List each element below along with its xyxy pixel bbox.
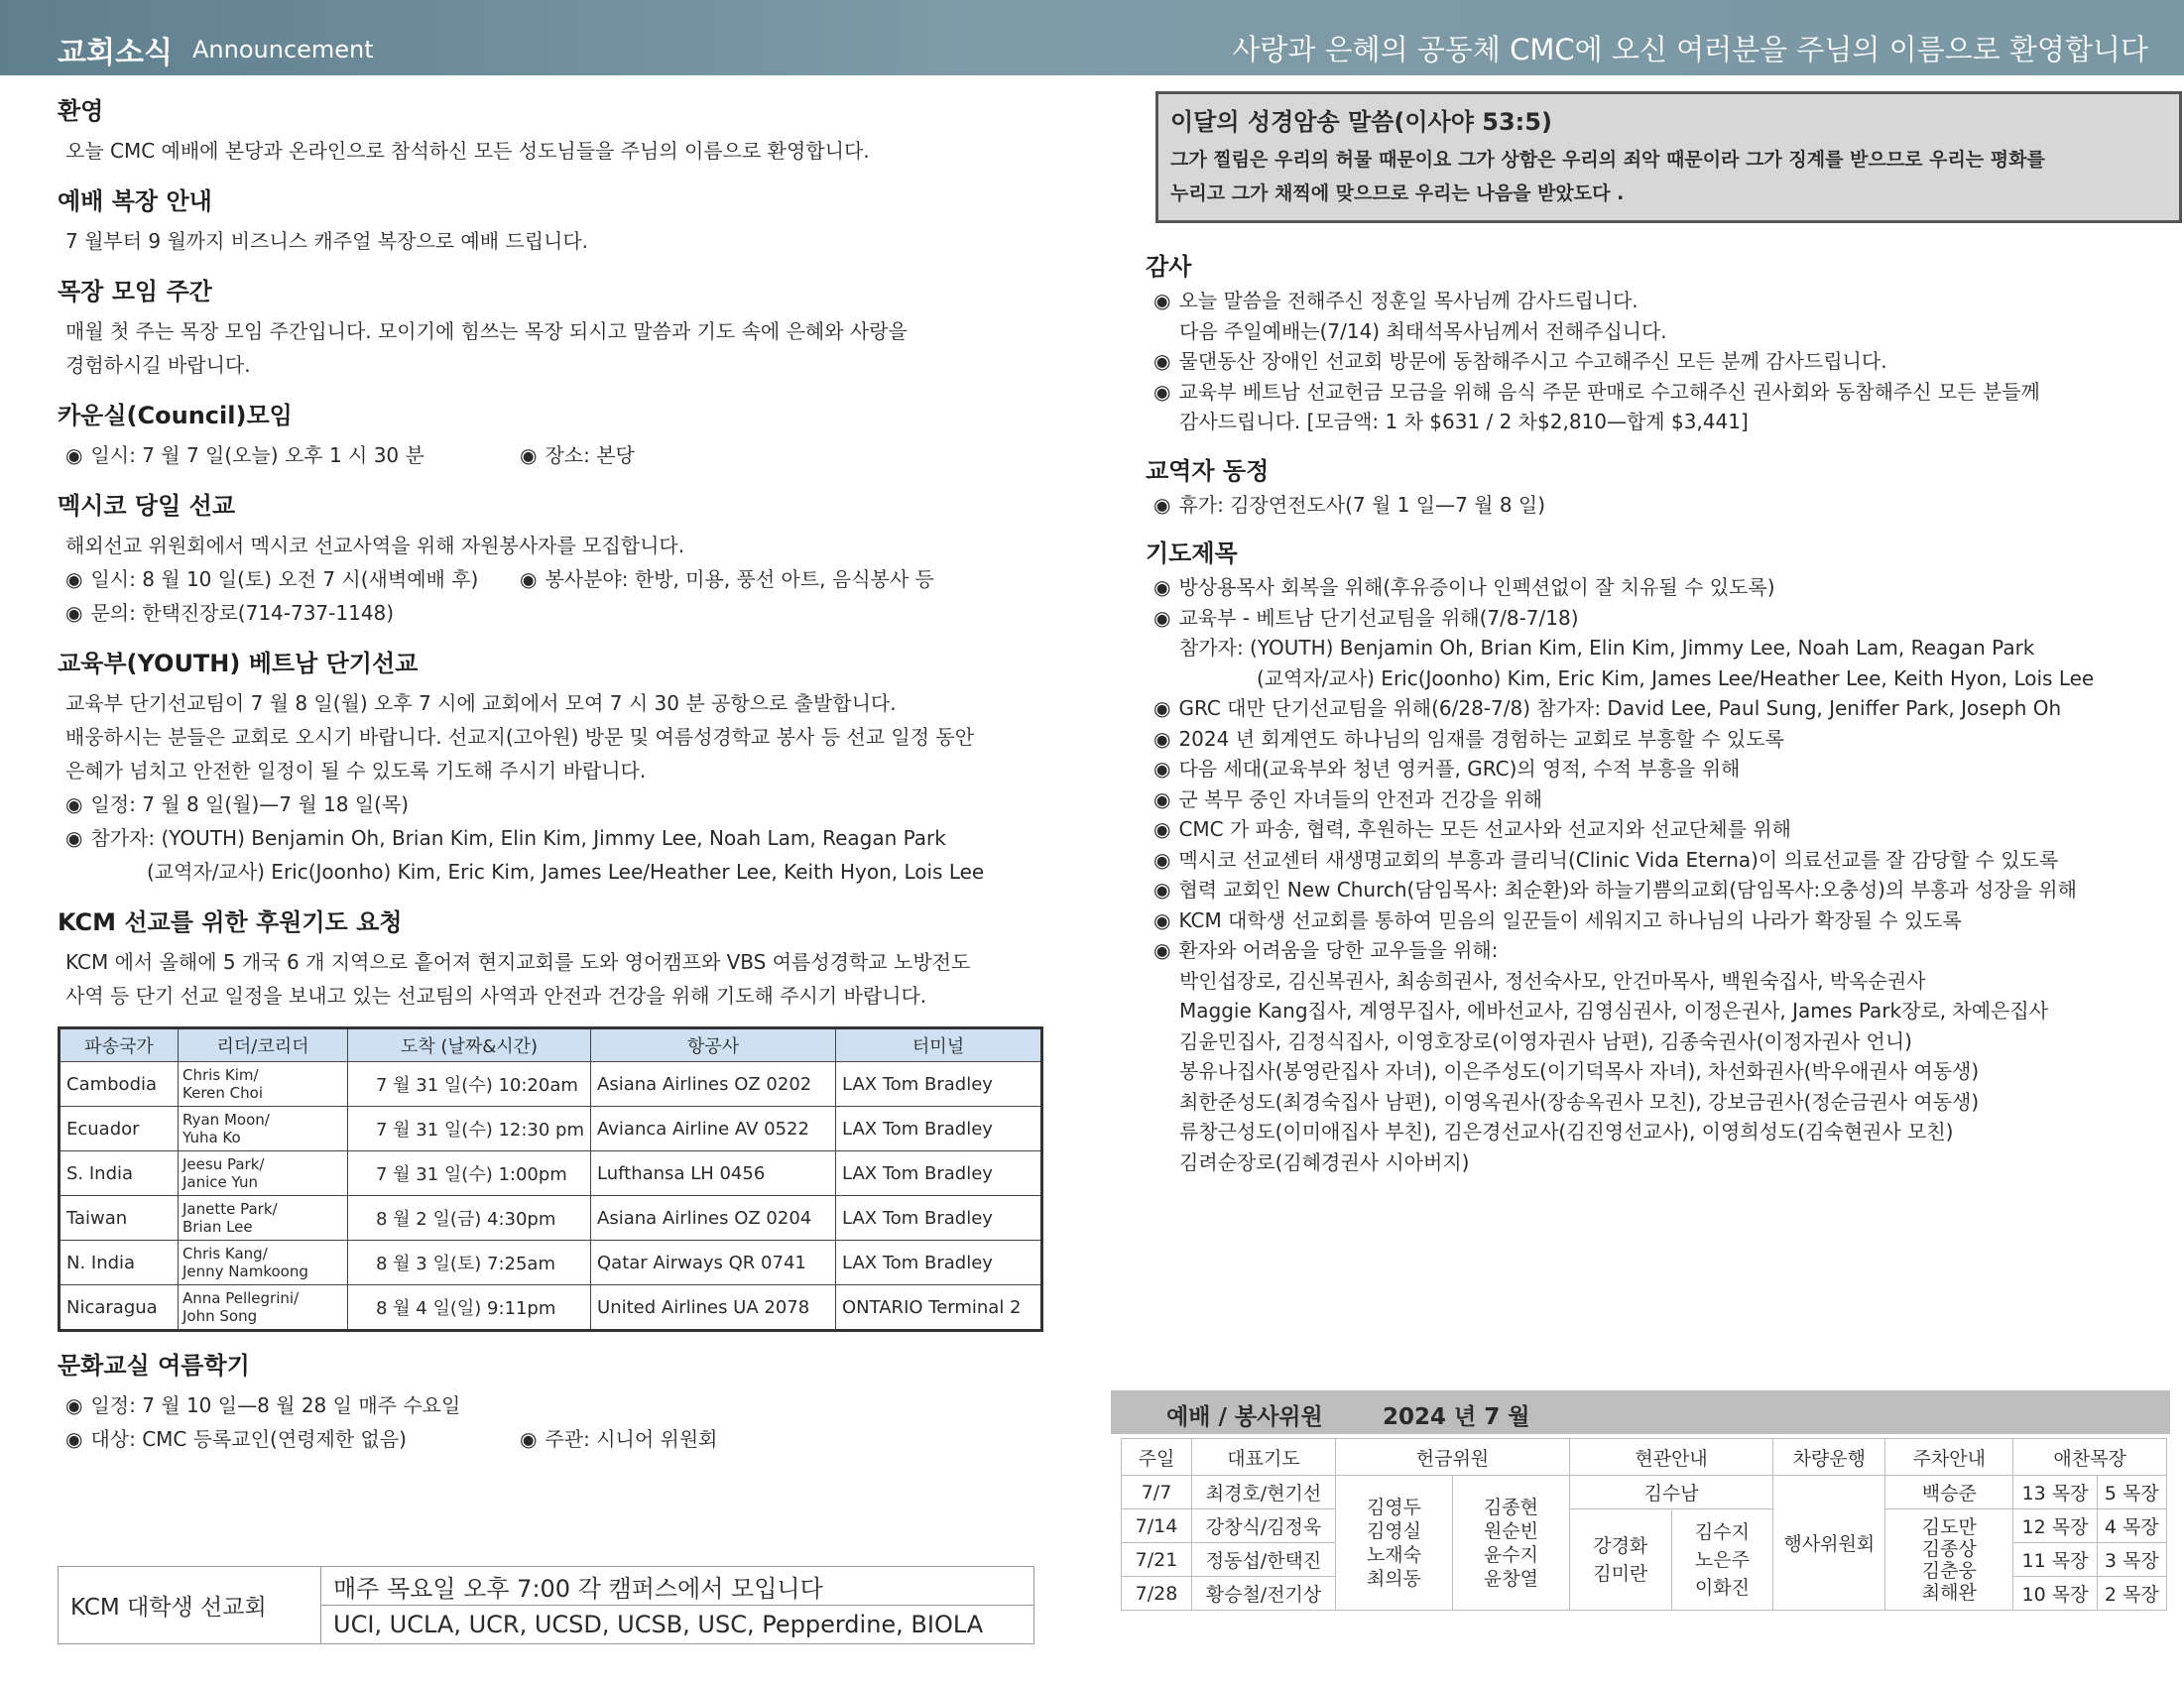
cell-country: S. India	[60, 1151, 179, 1196]
council-heading: 카운실(Council)모임	[58, 402, 293, 429]
table-header: 항공사	[591, 1028, 836, 1062]
table-header: 주차안내	[1885, 1439, 2013, 1476]
table-row	[1122, 1509, 2167, 1543]
mokjang-text: 매월 첫 주는 목장 모임 주간입니다. 모이기에 힘쓰는 목장 되시고 말씀과 기도 속에 은혜와 사랑을	[65, 319, 908, 343]
cell-usher-b: 김수지 노은주 이화진	[1671, 1509, 1773, 1611]
table-row	[60, 1241, 1042, 1285]
cell-arrival: 8 월 3 일(토) 7:25am	[348, 1241, 591, 1285]
cell-arrival: 7 월 31 일(수) 1:00pm	[348, 1151, 591, 1196]
culture-target: ◉ 대상: CMC 등록교인(연령제한 없음)	[65, 1422, 512, 1456]
youth-schedule: ◉ 일정: 7 월 8 일(월)—7 월 18 일(목)	[65, 787, 1059, 821]
cell-fellowship: 11 목장	[2013, 1543, 2097, 1577]
prayer-item: 참가자: (YOUTH) Benjamin Oh, Brian Kim, Elin Kim, Jimmy Lee, Noah Lam, Reagan Park	[1179, 636, 2035, 660]
cell-parking-top: 백승준	[1885, 1476, 2013, 1509]
table-row	[60, 1196, 1042, 1241]
prayer-item: ◉ 교육부 - 베트남 단기선교팀을 위해(7/8-7/18)	[1153, 603, 2167, 634]
table-header: 파송국가	[60, 1028, 179, 1062]
mexico-section	[58, 486, 1059, 630]
kcm-box-campuses: UCI, UCLA, UCR, UCSD, UCSB, USC, Pepperdine, BIOLA	[321, 1606, 1034, 1644]
table-header: 헌금위원	[1336, 1439, 1570, 1476]
cell-fellowship: 4 목장	[2097, 1509, 2166, 1543]
cell-airline: Asiana Airlines OZ 0204	[591, 1196, 836, 1241]
thanks-item: 다음 주일예배는(7/14) 최태석목사님께서 전해주십니다.	[1179, 318, 1667, 343]
memory-verse-box	[1155, 91, 2182, 223]
prayer-item: ◉ 군 복무 중인 자녀들의 안전과 건강을 위해	[1153, 784, 2167, 815]
prayer-names: 김려순장로(김혜경권사 시아버지)	[1179, 1149, 1470, 1174]
youth-section	[58, 644, 1059, 889]
cell-country: N. India	[60, 1241, 179, 1285]
youth-participants-staff: (교역자/교사) Eric(Joonho) Kim, Eric Kim, James Lee/Heather Lee, Keith Hyon, Lois Lee	[147, 860, 985, 884]
kcm-flight-table	[58, 1026, 1043, 1332]
table-row	[60, 1107, 1042, 1151]
prayer-item: ◉ 방상용목사 회복을 위해(후유증이나 인펙션없이 잘 치유될 수 있도록)	[1153, 572, 2167, 603]
cell-fellowship: 5 목장	[2097, 1476, 2166, 1509]
prayer-names: 류창근성도(이미애집사 부친), 김은경선교사(김진영선교사), 이영희성도(김숙현권사 모친)	[1179, 1120, 1954, 1143]
cell-fellowship: 13 목장	[2013, 1476, 2097, 1509]
service-header-bar	[1111, 1390, 2170, 1434]
cell-usher-a: 강경화 김미란	[1569, 1509, 1671, 1611]
cell-country: Ecuador	[60, 1107, 179, 1151]
welcome-heading: 환영	[58, 97, 104, 125]
cell-airline: United Airlines UA 2078	[591, 1285, 836, 1331]
cell-airline: Avianca Airline AV 0522	[591, 1107, 836, 1151]
prayer-item: ◉ KCM 대학생 선교회를 통하여 믿음의 일꾼들이 세워지고 하나님의 나라가 확장될 수 있도록	[1153, 905, 2167, 936]
cell-prayer: 최경호/현기선	[1192, 1476, 1336, 1509]
prayer-names: 최한준성도(최경숙집사 남편), 이영옥권사(장송옥권사 모친), 강보금권사(정순금권사 여동생)	[1179, 1089, 1980, 1114]
kcm-section	[58, 903, 1059, 1332]
thanks-item: ◉ 오늘 말씀을 전해주신 정훈일 목사님께 감사드립니다.	[1153, 286, 2167, 316]
staff-section	[1146, 451, 2167, 521]
dress-section	[58, 181, 1059, 258]
cell-terminal: LAX Tom Bradley	[836, 1196, 1042, 1241]
cell-parking: 김도만 김종상 김춘웅 최해완	[1885, 1509, 2013, 1611]
cell-airline: Qatar Airways QR 0741	[591, 1241, 836, 1285]
prayer-item: ◉ GRC 대만 단기선교팀을 위해(6/28-7/8) 참가자: David Lee, Paul Sung, Jeniffer Park, Joseph Oh	[1153, 693, 2167, 724]
prayer-item: ◉ 협력 교회인 New Church(담임목사: 최순환)와 하늘기쁨의교회(담임목사:오충성)의 부흥과 성장을 위해	[1153, 875, 2167, 905]
staff-item: ◉ 휴가: 김장연전도사(7 월 1 일—7 월 8 일)	[1153, 490, 2167, 521]
cell-country: Nicaragua	[60, 1285, 179, 1331]
cell-leader: Chris Kang/ Jenny Namkoong	[179, 1241, 348, 1285]
cell-date: 7/7	[1122, 1476, 1192, 1509]
left-column	[58, 91, 1059, 1470]
header-subtitle: Announcement	[192, 36, 374, 63]
cell-fellowship: 12 목장	[2013, 1509, 2097, 1543]
prayer-names: 김윤민집사, 김정식집사, 이영호장로(이영자권사 남편), 김종숙권사(이정자권사 언니)	[1179, 1028, 1912, 1053]
table-header: 도착 (날짜&시간)	[348, 1028, 591, 1062]
kcm-heading: KCM 선교를 위한 후원기도 요청	[58, 908, 403, 936]
cell-date: 7/28	[1122, 1577, 1192, 1611]
verse-text: 누리고 그가 채찍에 맞으므로 우리는 나음을 받았도다 .	[1170, 182, 1625, 204]
prayer-names: 박인섭장로, 김신복권사, 최송희권사, 정선숙사모, 안건마목사, 백원숙집사, 박옥순권사	[1179, 968, 1926, 993]
culture-schedule: ◉ 일정: 7 월 10 일—8 월 28 일 매주 수요일	[65, 1388, 1059, 1422]
cell-driving: 행사위원회	[1773, 1476, 1885, 1611]
youth-text: 교육부 단기선교팀이 7 월 8 일(월) 오후 7 시에 교회에서 모여 7 시 30 분 공항으로 출발합니다.	[65, 691, 897, 715]
prayer-item: ◉ 환자와 어려움을 당한 교우들을 위해:	[1153, 935, 2167, 966]
table-header: 대표기도	[1192, 1439, 1336, 1476]
verse-text: 그가 찔림은 우리의 허물 때문이요 그가 상함은 우리의 죄악 때문이라 그가 징계를 받으므로 우리는 평화를	[1170, 149, 2045, 171]
dress-heading: 예배 복장 안내	[58, 187, 212, 215]
cell-fellowship: 3 목장	[2097, 1543, 2166, 1577]
table-header: 주일	[1122, 1439, 1192, 1476]
cell-terminal: LAX Tom Bradley	[836, 1151, 1042, 1196]
culture-heading: 문화교실 여름학기	[58, 1352, 250, 1380]
mexico-heading: 멕시코 당일 선교	[58, 492, 235, 520]
culture-host: ◉ 주관: 시니어 위원회	[520, 1422, 717, 1456]
cell-leader: Janette Park/ Brian Lee	[179, 1196, 348, 1241]
page-header	[0, 0, 2184, 75]
prayer-item: ◉ 멕시코 선교센터 새생명교회의 부흥과 클리닉(Clinic Vida Eterna)이 의료선교를 잘 감당할 수 있도록	[1153, 845, 2167, 876]
mokjang-section	[58, 272, 1059, 382]
verse-title: 이달의 성경암송 말씀(이사야 53:5)	[1170, 108, 1552, 136]
table-row	[60, 1151, 1042, 1196]
kcm-text: KCM 에서 올해에 5 개국 6 개 지역으로 흩어져 현지교회를 도와 영어캠프와 VBS 여름성경학교 노방전도	[65, 950, 971, 974]
mokjang-text: 경험하시길 바랍니다.	[65, 353, 251, 377]
mexico-when: ◉ 일시: 8 월 10 일(토) 오전 7 시(새벽예배 후)	[65, 562, 512, 596]
cell-fellowship: 10 목장	[2013, 1577, 2097, 1611]
service-month: 2024 년 7 월	[1383, 1404, 1530, 1430]
prayer-section	[1146, 534, 2167, 1177]
cell-airline: Asiana Airlines OZ 0202	[591, 1062, 836, 1107]
cell-airline: Lufthansa LH 0456	[591, 1151, 836, 1196]
youth-text: 은혜가 넘치고 안전한 일정이 될 수 있도록 기도해 주시기 바랍니다.	[65, 759, 647, 782]
thanks-item: 감사드립니다. [모금액: 1 차 $631 / 2 차$2,810—합계 $3,441]	[1179, 410, 1749, 433]
cell-offering-a: 김영두 김영실 노재숙 최의동	[1336, 1476, 1453, 1611]
council-where: ◉ 장소: 본당	[520, 438, 635, 472]
mexico-field: ◉ 봉사분야: 한방, 미용, 풍선 아트, 음식봉사 등	[520, 562, 934, 596]
mexico-text: 해외선교 위원회에서 멕시코 선교사역을 위해 자원봉사자를 모집합니다.	[65, 534, 685, 557]
cell-prayer: 정동섭/한택진	[1192, 1543, 1336, 1577]
cell-arrival: 7 월 31 일(수) 10:20am	[348, 1062, 591, 1107]
right-column	[1146, 91, 2167, 1191]
council-when: ◉ 일시: 7 월 7 일(오늘) 오후 1 시 30 분	[65, 438, 512, 472]
prayer-names: 봉유나집사(봉영란집사 자녀), 이은주성도(이기덕목사 자녀), 차선화권사(박우애권사 여동생)	[1179, 1059, 1980, 1083]
cell-arrival: 8 월 2 일(금) 4:30pm	[348, 1196, 591, 1241]
table-row	[60, 1062, 1042, 1107]
cell-arrival: 7 월 31 일(수) 12:30 pm	[348, 1107, 591, 1151]
thanks-item: ◉ 물댄동산 장애인 선교회 방문에 동참해주시고 수고해주신 모든 분께 감사드립니다.	[1153, 346, 2167, 377]
table-row	[1122, 1476, 2167, 1509]
table-header: 터미널	[836, 1028, 1042, 1062]
thanks-item: ◉ 교육부 베트남 선교헌금 모금을 위해 음식 주문 판매로 수고해주신 권사회와 동참해주신 모든 분들께	[1153, 377, 2167, 408]
cell-offering-b: 김종현 원순빈 윤수지 윤창열	[1452, 1476, 1569, 1611]
youth-heading: 교육부(YOUTH) 베트남 단기선교	[58, 650, 419, 677]
prayer-names: Maggie Kang집사, 계영무집사, 에바선교사, 김영심권사, 이정은권사, James Park장로, 차예은집사	[1179, 999, 2049, 1023]
cell-country: Cambodia	[60, 1062, 179, 1107]
mexico-contact: ◉ 문의: 한택진장로(714-737-1148)	[65, 596, 1059, 630]
kcm-box-name: KCM 대학생 선교회	[59, 1567, 321, 1644]
welcome-section	[58, 91, 1059, 168]
youth-participants: ◉ 참가자: (YOUTH) Benjamin Oh, Brian Kim, Elin Kim, Jimmy Lee, Noah Lam, Reagan Park	[65, 821, 1059, 855]
cell-date: 7/14	[1122, 1509, 1192, 1543]
service-title: 예배 / 봉사위원	[1166, 1404, 1323, 1430]
cell-prayer: 황승철/전기상	[1192, 1577, 1336, 1611]
table-header: 차량운행	[1773, 1439, 1885, 1476]
welcome-text: 오늘 CMC 예배에 본당과 온라인으로 참석하신 모든 성도님들을 주님의 이름으로 환영합니다.	[65, 139, 870, 163]
header-title: 교회소식	[58, 36, 173, 70]
cell-usher-top: 김수남	[1569, 1476, 1772, 1509]
cell-terminal: ONTARIO Terminal 2	[836, 1285, 1042, 1331]
table-row	[60, 1285, 1042, 1331]
header-tagline: 사랑과 은혜의 공동체 CMC에 오신 여러분을 주님의 이름으로 환영합니다	[1232, 33, 2148, 66]
prayer-item: (교역자/교사) Eric(Joonho) Kim, Eric Kim, James Lee/Heather Lee, Keith Hyon, Lois Lee	[1257, 665, 2095, 690]
cell-terminal: LAX Tom Bradley	[836, 1107, 1042, 1151]
staff-heading: 교역자 동정	[1146, 456, 1270, 485]
youth-text: 배웅하시는 분들은 교회로 오시기 바랍니다. 선교지(고아원) 방문 및 여름성경학교 봉사 등 선교 일정 동안	[65, 725, 975, 749]
table-header: 리더/코리더	[179, 1028, 348, 1062]
prayer-item: ◉ 다음 세대(교육부와 청년 영커플, GRC)의 영적, 수적 부흥을 위해	[1153, 754, 2167, 784]
cell-country: Taiwan	[60, 1196, 179, 1241]
cell-leader: Anna Pellegrini/ John Song	[179, 1285, 348, 1331]
prayer-item: ◉ CMC 가 파송, 협력, 후원하는 모든 선교사와 선교지와 선교단체를 위해	[1153, 814, 2167, 845]
cell-leader: Jeesu Park/ Janice Yun	[179, 1151, 348, 1196]
thanks-section	[1146, 247, 2167, 437]
mokjang-heading: 목장 모임 주간	[58, 278, 212, 305]
dress-text: 7 월부터 9 월까지 비즈니스 캐주얼 복장으로 예배 드립니다.	[65, 229, 589, 253]
culture-section	[58, 1346, 1059, 1456]
cell-date: 7/21	[1122, 1543, 1192, 1577]
kcm-text: 사역 등 단기 선교 일정을 보내고 있는 선교팀의 사역과 안전과 건강을 위해 기도해 주시기 바랍니다.	[65, 984, 927, 1008]
cell-fellowship: 2 목장	[2097, 1577, 2166, 1611]
cell-leader: Chris Kim/ Keren Choi	[179, 1062, 348, 1107]
council-section	[58, 396, 1059, 472]
cell-terminal: LAX Tom Bradley	[836, 1241, 1042, 1285]
cell-arrival: 8 월 4 일(일) 9:11pm	[348, 1285, 591, 1331]
kcm-box-line: 매주 목요일 오후 7:00 각 캠퍼스에서 모입니다	[321, 1567, 1034, 1606]
cell-terminal: LAX Tom Bradley	[836, 1062, 1042, 1107]
cell-prayer: 강창식/김정욱	[1192, 1509, 1336, 1543]
service-table	[1121, 1438, 2167, 1611]
thanks-heading: 감사	[1146, 253, 1192, 281]
table-header: 현관안내	[1569, 1439, 1772, 1476]
prayer-item: ◉ 2024 년 회계연도 하나님의 임재를 경험하는 교회로 부흥할 수 있도록	[1153, 724, 2167, 755]
cell-leader: Ryan Moon/ Yuha Ko	[179, 1107, 348, 1151]
prayer-heading: 기도제목	[1146, 540, 1238, 567]
table-header: 애찬목장	[2013, 1439, 2167, 1476]
kcm-campus-box	[58, 1566, 1034, 1644]
